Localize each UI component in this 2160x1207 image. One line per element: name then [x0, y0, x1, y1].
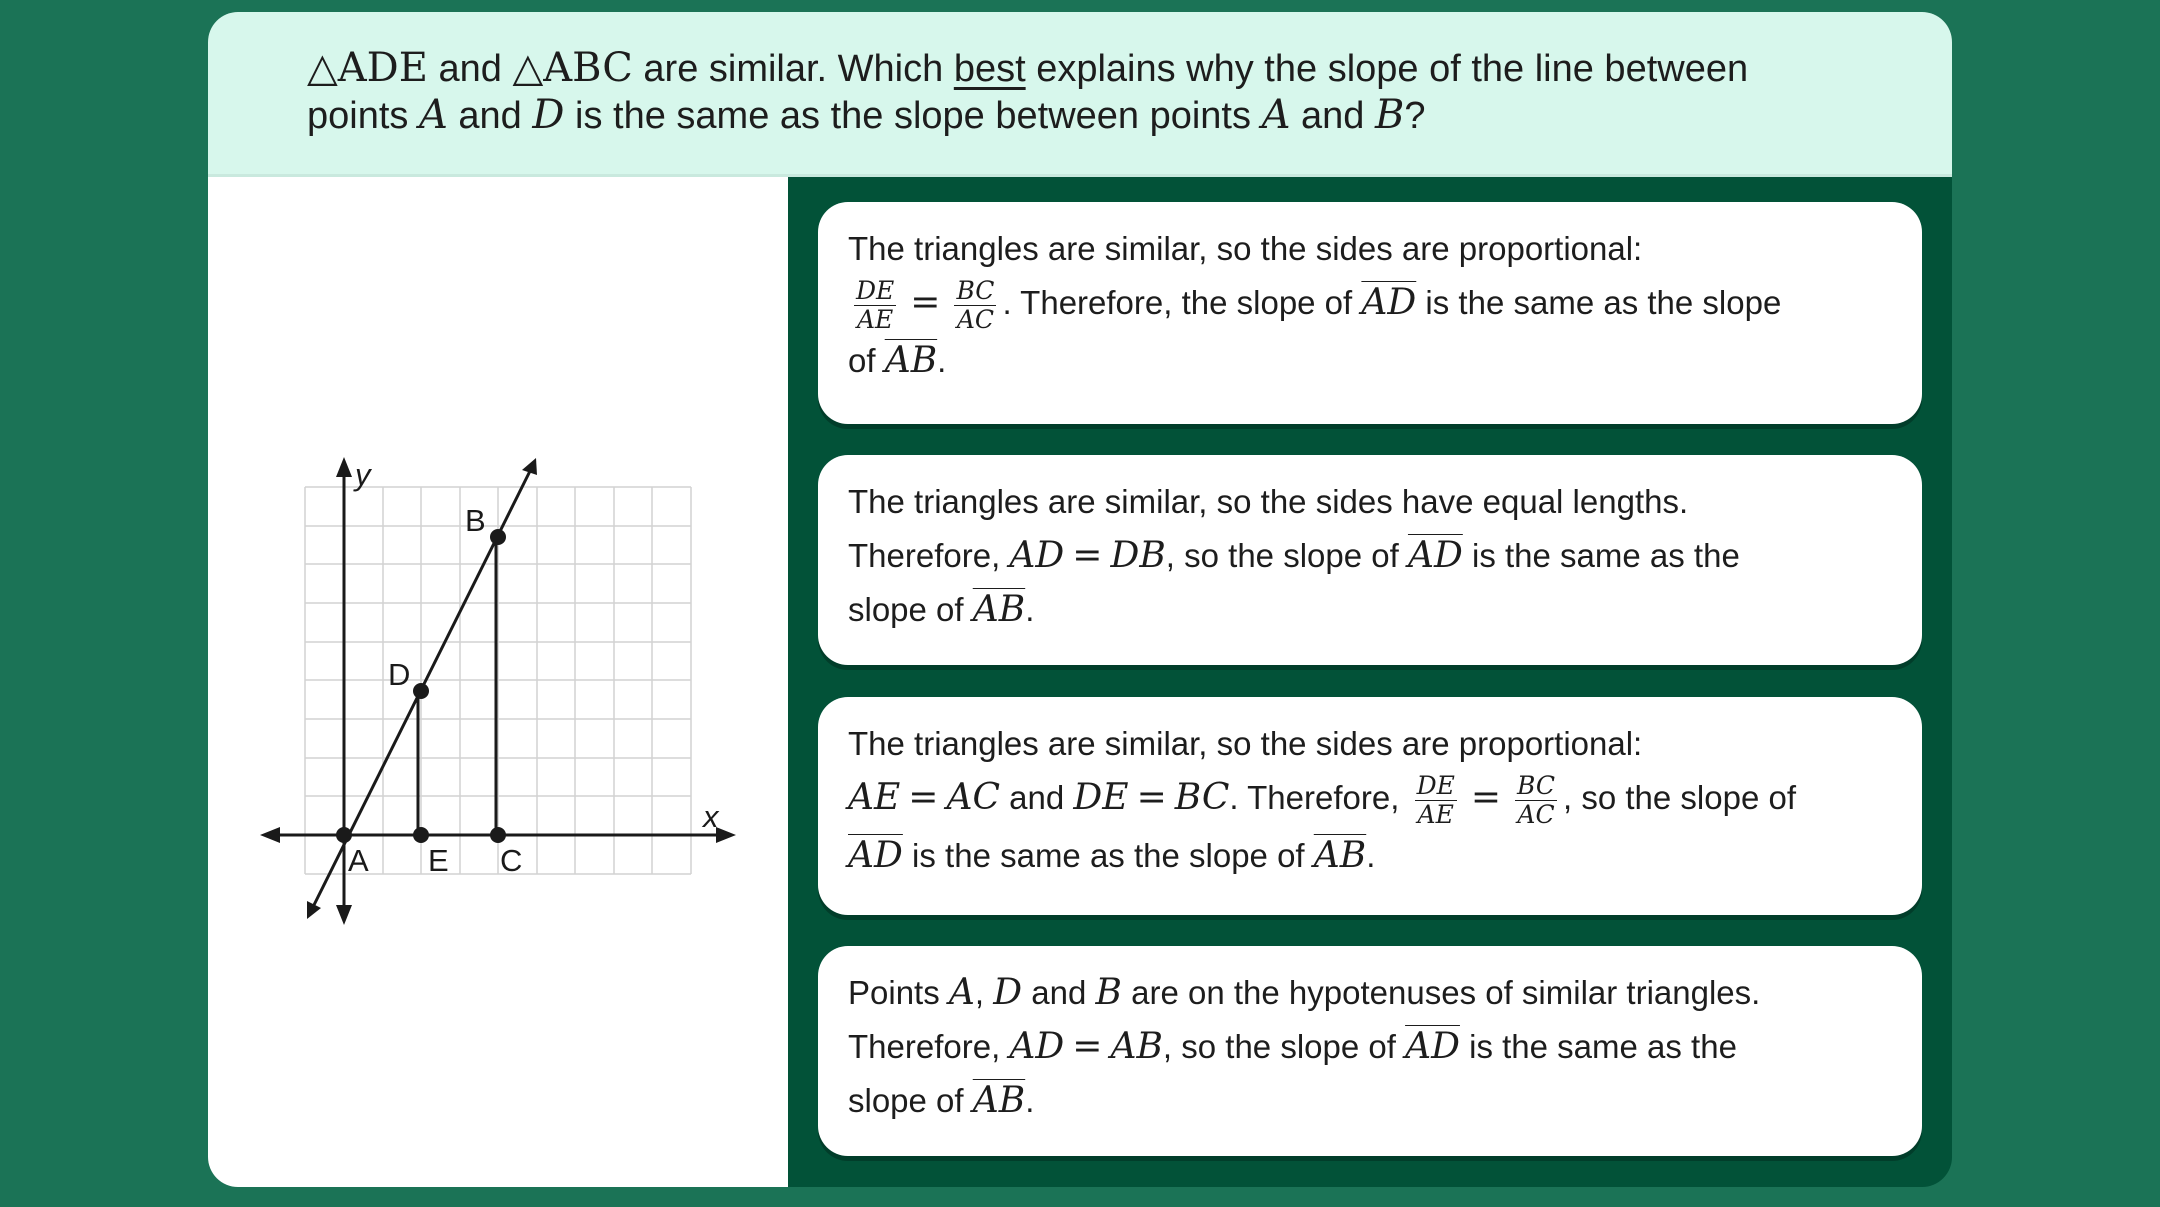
question-text: △ADE and △ABC are similar. Which best explains why the slope of the line between points A and D is the same as the slope between points A and B? [307, 45, 1749, 138]
label-a: A [348, 843, 369, 878]
segment-ad: $\overline{AD}$ [848, 834, 903, 876]
segment-ad: $\overline{AD}$ [1405, 1026, 1460, 1067]
triangle-abc: △ABC [512, 45, 633, 91]
point-a [336, 827, 352, 843]
label-d: D [388, 657, 411, 692]
answer-choice-3[interactable] [818, 697, 1922, 915]
triangle-ade: △ADE [307, 45, 428, 91]
segment-ab: $\overline{AB}$ [884, 339, 938, 381]
y-axis-arrow-down [336, 905, 352, 925]
y-axis-arrow-up [336, 457, 352, 477]
grid [305, 487, 691, 874]
x-axis-arrow-right [716, 827, 736, 843]
point-e [413, 827, 429, 843]
question-header [208, 12, 1952, 177]
x-axis-label: x [703, 799, 719, 834]
label-c: C [500, 843, 523, 878]
fraction-bc-ac: $\frac{BC}{AC}$ [1517, 770, 1555, 829]
choice-4-text: Points A, D and B are on the hypotenuses of similar triangles. Therefore, AD = AB, so the slope of $\overline{AD}$ is the same as the slope of $\overline{AB}$. [848, 972, 1761, 1121]
answer-choice-4[interactable] [818, 946, 1922, 1156]
question-card [208, 12, 1952, 1187]
segment-ad: $\overline{AD}$ [1407, 535, 1463, 576]
fraction-de-ae: $\frac{DE}{AE}$ [856, 275, 895, 334]
point-b [490, 529, 506, 545]
choice-2-text: The triangles are similar, so the sides have equal lengths. Therefore, AD = DB, so the slope of $\overline{AD}$ is the same as the slope of $\overline{AB}$. [848, 483, 1740, 630]
choice-3-text: The triangles are similar, so the sides are proportional: AE = AC and DE = BC. Therefore, $\frac{DE}{AE}$ = $\frac{BC}{AC}$ , so the slope of $\overline{AD}$ is the same as the slope of $\overline{AB}$. [848, 725, 1796, 876]
segment-ab: $\overline{AB}$ [972, 1080, 1026, 1121]
answer-choice-1[interactable] [818, 202, 1922, 424]
y-axis-label: y [355, 457, 371, 492]
segment-ab: $\overline{AB}$ [1313, 834, 1367, 876]
fraction-de-ae: $\frac{DE}{AE}$ [1416, 770, 1455, 829]
point-d [413, 683, 429, 699]
line-arrow-top [522, 458, 537, 475]
label-b: B [465, 503, 486, 538]
fraction-bc-ac: $\frac{BC}{AC}$ [956, 275, 995, 334]
segment-ad: $\overline{AD}$ [1361, 282, 1417, 323]
coordinate-graph [208, 177, 788, 1187]
graph-panel [208, 177, 788, 1187]
point-c [490, 827, 506, 843]
emphasis-best: best [953, 48, 1026, 90]
segment-ab: $\overline{AB}$ [972, 589, 1026, 630]
x-axis-arrow-left [260, 827, 280, 843]
answer-choice-2[interactable] [818, 455, 1922, 665]
choice-1-text: The triangles are similar, so the sides are proportional: $\frac{DE}{AE}$ = $\frac{BC}{AC}$ . Therefore, the slope of $\overline{AD}$ is the same as the slope of $\overline{AB}$. [848, 230, 1782, 381]
label-e: E [428, 843, 449, 878]
